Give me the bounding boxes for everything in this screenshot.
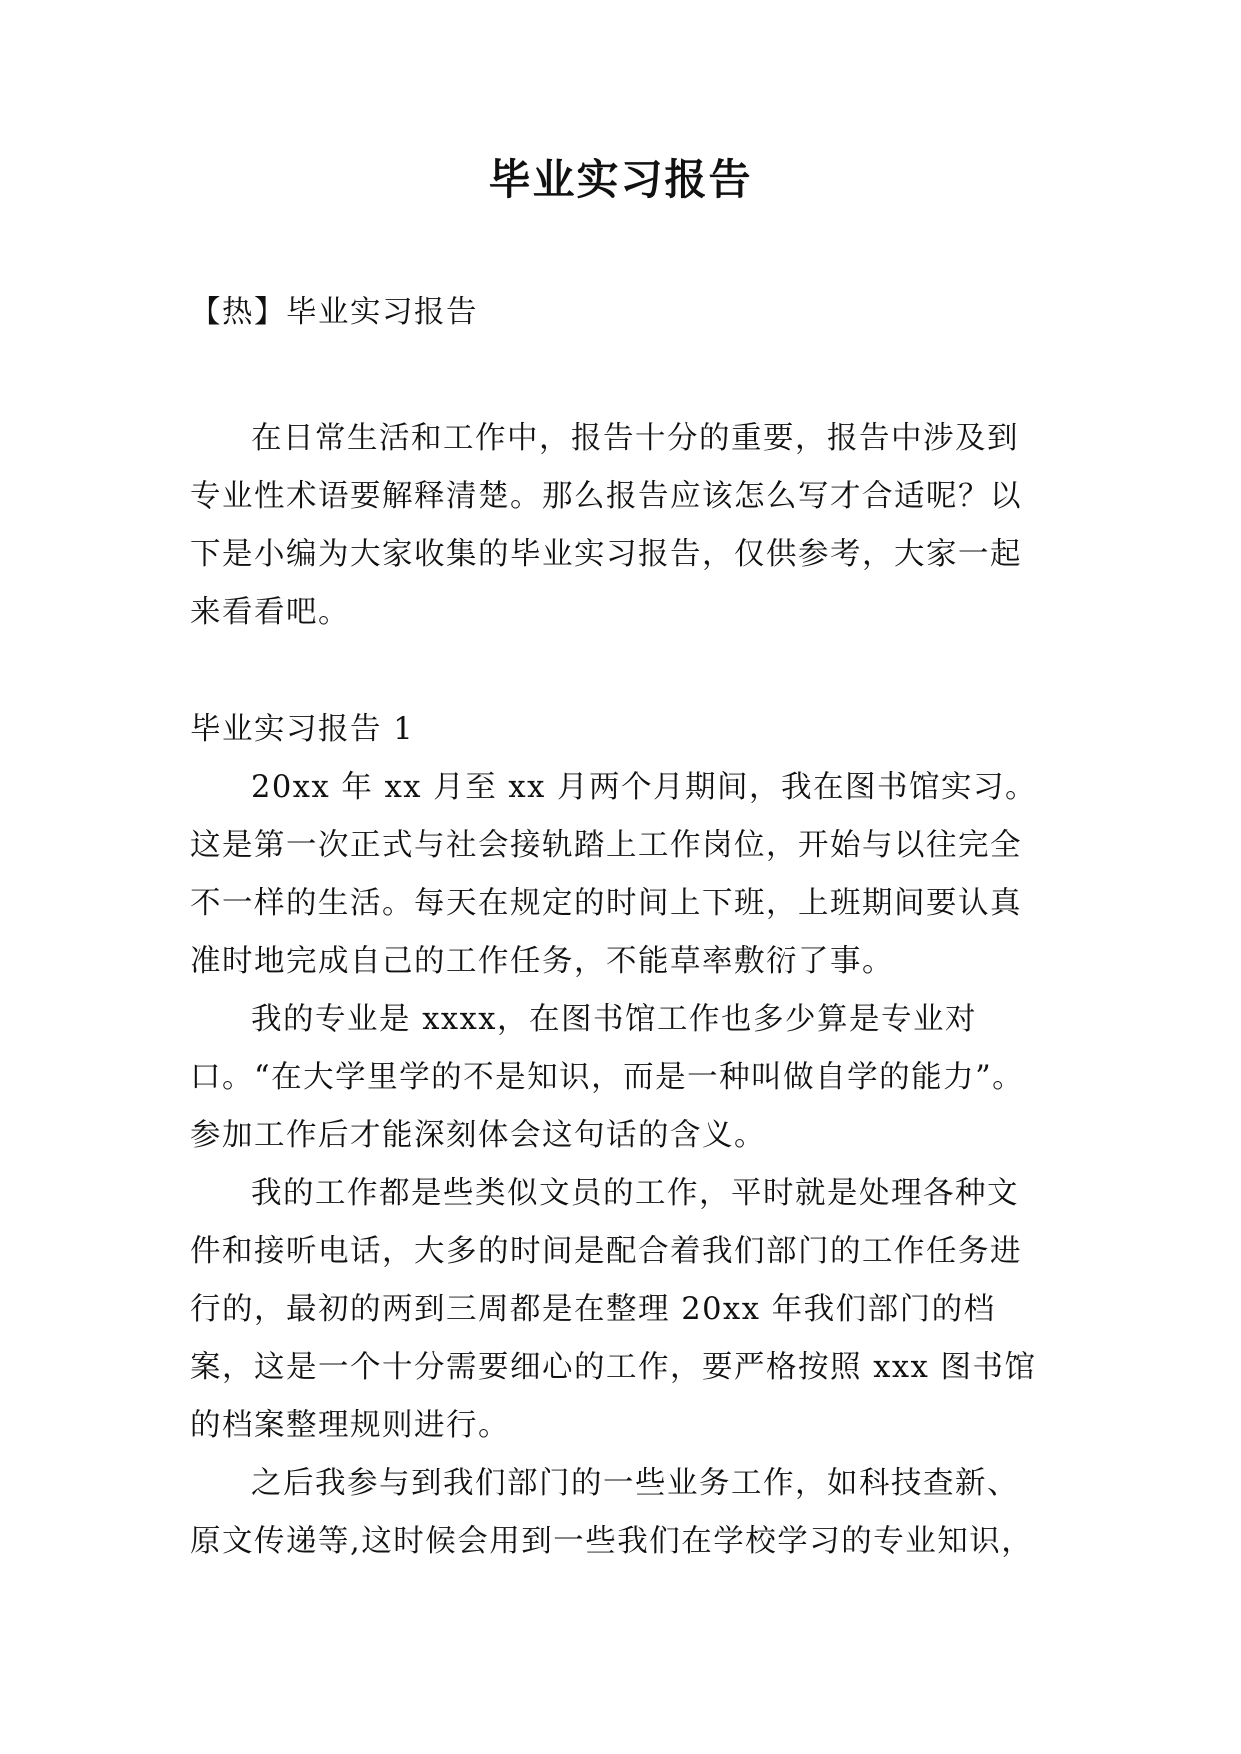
body-paragraph: 我的专业是 xxxx，在图书馆工作也多少算是专业对口。“在大学里学的不是知识，而是一种叫做自学的能力”。参加工作后才能深刻体会这句话的含义。: [190, 1002, 1025, 1153]
body-paragraph: 我的工作都是些类似文员的工作，平时就是处理各种文件和接听电话，大多的时间是配合着我们部门的工作任务进行的，最初的两到三周都是在整理 20xx 年我们部门的档案，这是一个十分需要细心的工作，要严格按照 xxx 图书馆的档案整理规则进行。: [190, 1176, 1037, 1443]
document-title: 毕业实习报告: [488, 155, 753, 204]
section-body: [190, 759, 1050, 1571]
section-heading: 毕业实习报告 1: [190, 712, 415, 747]
body-paragraph: 之后我参与到我们部门的一些业务工作，如科技查新、原文传递等,这时候会用到一些我们在学校学习的专业知识，: [190, 1466, 1034, 1559]
body-paragraph: 20xx 年 xx 月至 xx 月两个月期间，我在图书馆实习。这是第一次正式与社会接轨踏上工作岗位，开始与以往完全不一样的生活。每天在规定的时间上下班，上班期间要认真准时地完成自己的工作任务，不能草率敷衍了事。: [190, 770, 1037, 979]
document-subtitle: 【热】毕业实习报告: [190, 295, 478, 330]
intro-paragraph: 在日常生活和工作中，报告十分的重要，报告中涉及到专业性术语要解释清楚。那么报告应该怎么写才合适呢？以下是小编为大家收集的毕业实习报告，仅供参考，大家一起来看看吧。: [190, 421, 1022, 630]
